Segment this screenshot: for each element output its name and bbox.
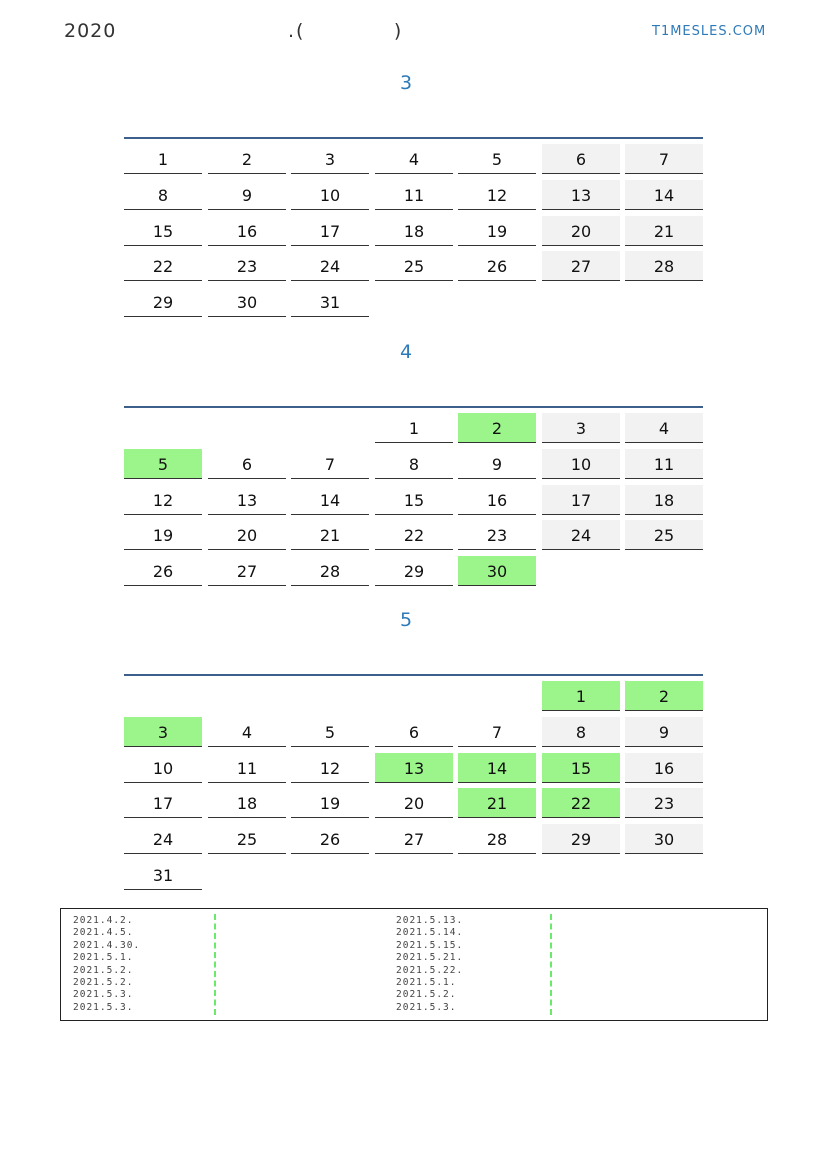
day-cell: 4	[375, 144, 453, 174]
day-cell: 2	[625, 681, 703, 711]
month-title-march: 3	[399, 72, 413, 94]
day-cell: 6	[375, 717, 453, 747]
day-cell: 20	[375, 788, 453, 818]
day-cell: 1	[542, 681, 620, 711]
day-cell: 6	[208, 449, 286, 479]
site-link[interactable]: T1MESLES.COM	[652, 24, 767, 39]
day-cell: 19	[458, 216, 536, 246]
legend-marker-right	[550, 914, 552, 1015]
day-cell: 14	[291, 485, 369, 515]
day-cell: 8	[542, 717, 620, 747]
day-cell: 24	[124, 824, 202, 854]
day-cell: 19	[124, 520, 202, 550]
day-cell: 6	[542, 144, 620, 174]
day-cell: 16	[208, 216, 286, 246]
legend-date: 2021.4.2.	[73, 915, 134, 926]
day-cell: 23	[625, 788, 703, 818]
day-cell: 27	[208, 556, 286, 586]
day-cell: 28	[291, 556, 369, 586]
day-cell: 8	[375, 449, 453, 479]
month-title-may: 5	[399, 609, 413, 631]
day-cell: 11	[375, 180, 453, 210]
legend-date: 2021.5.13.	[396, 915, 464, 926]
day-cell: 12	[291, 753, 369, 783]
day-cell: 12	[458, 180, 536, 210]
holiday-legend	[60, 908, 768, 1021]
calendar-top-rule	[124, 406, 703, 408]
day-cell: 20	[208, 520, 286, 550]
day-cell: 14	[625, 180, 703, 210]
day-cell: 21	[458, 788, 536, 818]
day-cell: 17	[542, 485, 620, 515]
day-cell: 9	[458, 449, 536, 479]
legend-date: 2021.5.1.	[73, 952, 134, 964]
day-cell: 7	[291, 449, 369, 479]
day-cell: 27	[542, 251, 620, 281]
day-cell: 1	[124, 144, 202, 174]
legend-date: 2021.4.30.	[73, 939, 141, 951]
day-cell: 24	[542, 520, 620, 550]
day-cell: 18	[625, 485, 703, 515]
calendar-top-rule	[124, 674, 703, 676]
legend-date: 2021.5.2.	[73, 977, 134, 989]
day-cell: 26	[124, 556, 202, 586]
legend-date: 2021.5.22.	[396, 964, 464, 976]
legend-dates-left	[73, 915, 140, 1014]
day-cell: 26	[291, 824, 369, 854]
day-cell: 22	[124, 251, 202, 281]
day-cell: 14	[458, 753, 536, 783]
day-cell: 26	[458, 251, 536, 281]
day-cell: 17	[124, 788, 202, 818]
day-cell: 25	[208, 824, 286, 854]
day-cell: 25	[625, 520, 703, 550]
day-cell: 15	[124, 216, 202, 246]
day-cell: 10	[291, 180, 369, 210]
legend-date: 2021.5.3.	[396, 1001, 457, 1013]
day-cell: 29	[375, 556, 453, 586]
day-cell: 4	[625, 413, 703, 443]
day-cell: 13	[542, 180, 620, 210]
day-cell: 27	[375, 824, 453, 854]
header-title: .( )	[288, 20, 404, 42]
legend-dates-right	[396, 915, 463, 1014]
day-cell: 7	[625, 144, 703, 174]
legend-marker-left	[214, 914, 216, 1015]
day-cell: 5	[291, 717, 369, 747]
day-cell: 3	[542, 413, 620, 443]
day-cell: 11	[208, 753, 286, 783]
day-cell: 2	[208, 144, 286, 174]
legend-date: 2021.5.14.	[396, 927, 464, 939]
day-cell: 17	[291, 216, 369, 246]
month-title-april: 4	[399, 341, 413, 363]
day-cell: 3	[291, 144, 369, 174]
day-cell: 22	[375, 520, 453, 550]
day-cell: 22	[542, 788, 620, 818]
day-cell: 29	[542, 824, 620, 854]
day-cell: 15	[375, 485, 453, 515]
day-cell: 23	[208, 251, 286, 281]
day-cell: 29	[124, 287, 202, 317]
day-cell: 1	[375, 413, 453, 443]
day-cell: 21	[291, 520, 369, 550]
day-cell: 25	[375, 251, 453, 281]
day-cell: 16	[625, 753, 703, 783]
day-cell: 28	[625, 251, 703, 281]
legend-date: 2021.5.3.	[73, 989, 134, 1001]
day-cell: 13	[375, 753, 453, 783]
day-cell: 21	[625, 216, 703, 246]
legend-date: 2021.4.5.	[73, 927, 134, 939]
day-cell: 24	[291, 251, 369, 281]
header-year: 2020	[64, 20, 117, 42]
day-cell: 31	[291, 287, 369, 317]
day-cell: 13	[208, 485, 286, 515]
legend-date: 2021.5.21.	[396, 952, 464, 964]
day-cell: 31	[124, 860, 202, 890]
day-cell: 28	[458, 824, 536, 854]
day-cell: 23	[458, 520, 536, 550]
day-cell: 18	[375, 216, 453, 246]
day-cell: 8	[124, 180, 202, 210]
day-cell: 30	[208, 287, 286, 317]
legend-date: 2021.5.3.	[73, 1001, 134, 1013]
day-cell: 4	[208, 717, 286, 747]
day-cell: 10	[124, 753, 202, 783]
day-cell: 15	[542, 753, 620, 783]
day-cell: 11	[625, 449, 703, 479]
day-cell: 5	[458, 144, 536, 174]
day-cell: 9	[208, 180, 286, 210]
day-cell: 18	[208, 788, 286, 818]
day-cell: 19	[291, 788, 369, 818]
day-cell: 30	[625, 824, 703, 854]
legend-date: 2021.5.2.	[396, 989, 457, 1001]
day-cell: 10	[542, 449, 620, 479]
day-cell: 12	[124, 485, 202, 515]
day-cell: 9	[625, 717, 703, 747]
legend-date: 2021.5.2.	[73, 964, 134, 976]
day-cell: 30	[458, 556, 536, 586]
day-cell: 3	[124, 717, 202, 747]
day-cell: 5	[124, 449, 202, 479]
calendar-top-rule	[124, 137, 703, 139]
day-cell: 16	[458, 485, 536, 515]
day-cell: 20	[542, 216, 620, 246]
legend-date: 2021.5.1.	[396, 977, 457, 989]
legend-date: 2021.5.15.	[396, 939, 464, 951]
day-cell: 2	[458, 413, 536, 443]
day-cell: 7	[458, 717, 536, 747]
